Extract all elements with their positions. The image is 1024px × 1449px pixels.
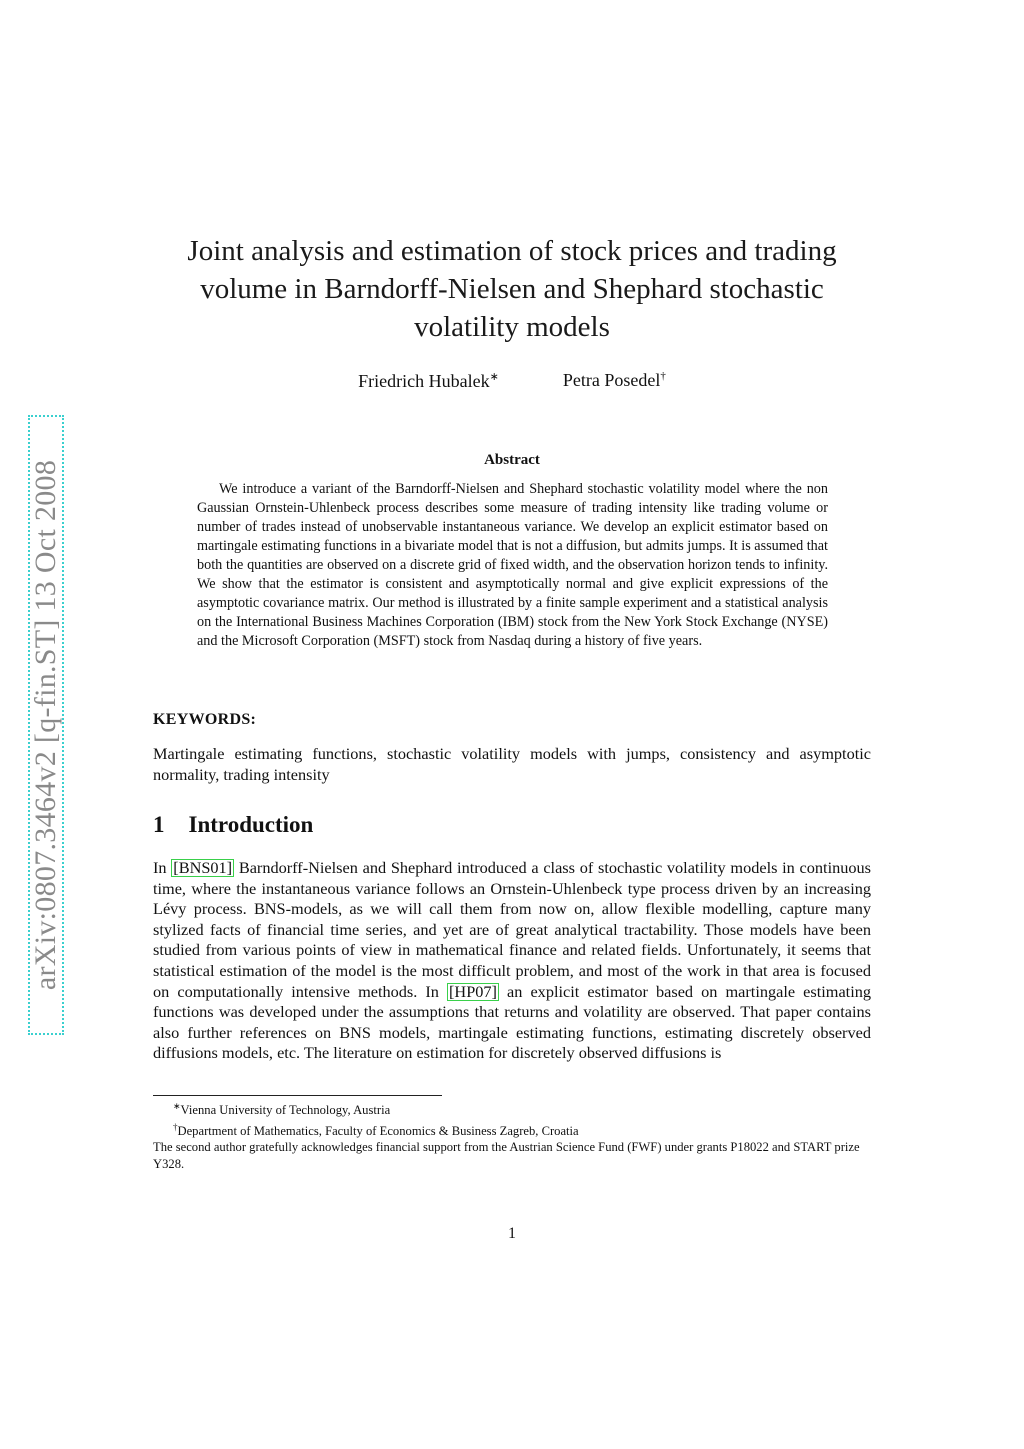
acknowledgement-note: The second author gratefully acknowledges financial support from the Austrian Science Fund (FWF) under grants P18022 and START prize Y328. <box>153 1140 860 1171</box>
abstract-heading: Abstract <box>484 452 540 468</box>
citation-link[interactable]: [BNS01] <box>173 858 233 877</box>
footnote <box>153 1098 873 1119</box>
arxiv-identifier-stamp[interactable]: arXiv:0807.3464v2 [q-fin.ST] 13 Oct 2008 <box>28 415 64 1035</box>
section-title: Introduction <box>188 812 314 837</box>
title-line: volatility models <box>414 311 610 343</box>
abstract-text: We introduce a variant of the Barndorff-Nielsen and Shephard stochastic volatility model where the non Gaussian Ornstein-Uhlenbeck process describes some measure of trading intensity like trading volume or number of trades instead of unobservable instantaneous variance. We develop an explicit estimator based on martingale estimating functions in a bivariate model that is not a diffusion, but admits jumps. It is assumed that both the quantities are observed on a discrete grid of fixed width, and the observation horizon tends to infinity. We show that the estimator is consistent and asymptotically normal and give explicit expressions of the asymptotic covariance matrix. Our method is illustrated by a finite sample experiment and a statistical analysis on the International Business Machines Corporation (IBM) stock from the New York Stock Exchange (NYSE) and the Microsoft Corporation (MSFT) stock from Nasdaq during a history of five years. <box>197 481 828 649</box>
title-line: volume in Barndorff-Nielsen and Shephard stochastic <box>200 273 824 305</box>
author <box>563 370 666 392</box>
section-number: 1 <box>153 812 165 837</box>
paragraph-text: an explicit estimator based on martingale estimating functions was developed under the assumptions that returns and volatility are observed. That paper contains also further references on BNS models, martingale estimating functions, estimating discretely observed diffusions models, etc. The literature on estimation for discretely observed diffusions is <box>153 981 871 1063</box>
author <box>358 370 499 392</box>
footnote-mark: † <box>173 1121 178 1132</box>
author-name: Friedrich Hubalek <box>358 371 490 391</box>
author-footnote-mark: † <box>660 370 666 382</box>
footnote-text: Vienna University of Technology, Austria <box>180 1103 391 1118</box>
footnote-divider <box>153 1095 442 1096</box>
footnotes <box>153 1098 873 1172</box>
title-line: Joint analysis and estimation of stock prices and trading <box>187 235 837 267</box>
author-name: Petra Posedel <box>562 370 661 390</box>
paragraph-text: In <box>153 858 172 877</box>
page-number: 1 <box>508 1225 516 1242</box>
paragraph-text: Barndorff-Nielsen and Shephard introduced a class of stochastic volatility models in continuous time, where the instantaneous variance follows an Ornstein-Uhlenbeck type process driven by an increasing Lévy process. BNS-models, as we will call them from now on, allow flexible modelling, capture many stylized facts of financial time series, and yet are of great analytical tractability. Those models have been studied from various points of view in mathematical finance and related fields. Unfortunately, it seems that statistical estimation of the model is the most difficult problem, and most of the work in that area is focused on computationally intensive methods. In <box>153 858 871 1001</box>
keywords-text: Martingale estimating functions, stochastic volatility models with jumps, consistency and asymptotic normality, trading intensity <box>153 744 871 784</box>
keywords-heading: KEYWORDS: <box>153 711 257 728</box>
paper-title <box>150 232 874 346</box>
footnote <box>153 1119 873 1140</box>
footnote-text: Department of Mathematics, Faculty of Economics & Business Zagreb, Croatia <box>177 1123 579 1138</box>
introduction-paragraph <box>153 858 871 1064</box>
author-list <box>150 370 874 392</box>
author-footnote-mark: ∗ <box>489 371 499 383</box>
footnote-mark: ∗ <box>173 1101 181 1111</box>
citation-link[interactable]: [HP07] <box>449 981 497 1001</box>
section-heading <box>153 812 313 838</box>
